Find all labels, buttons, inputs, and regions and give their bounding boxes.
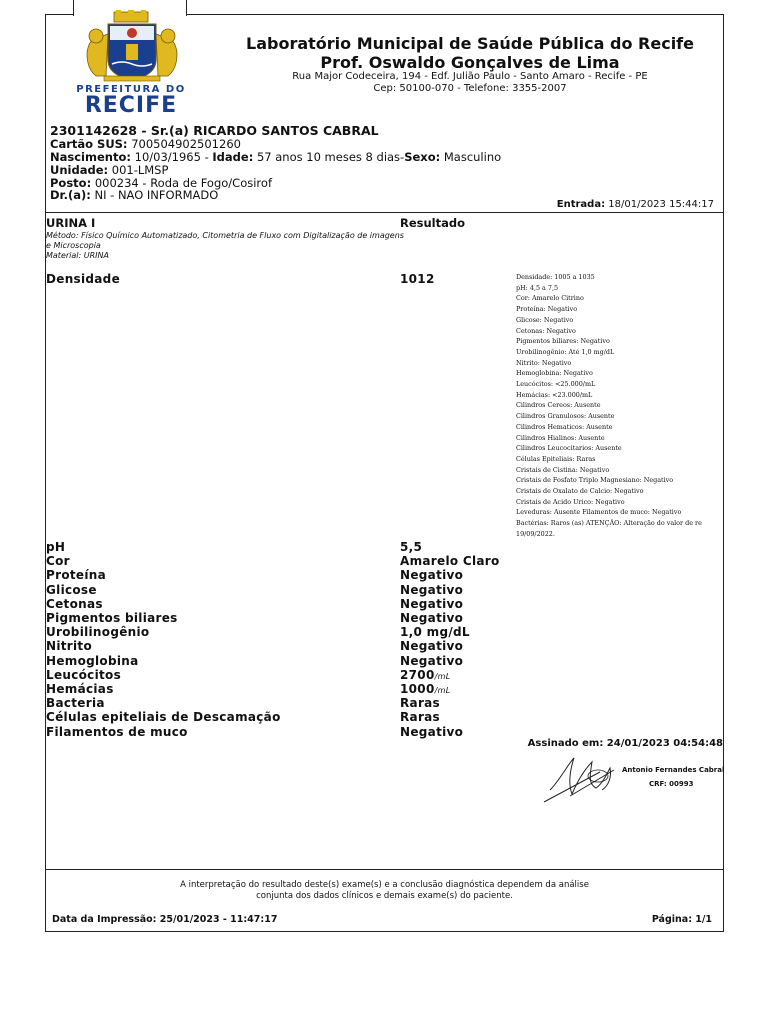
reference-line: Bactérias: Raros (as) ATENÇÃO: Alteração do valor de re	[516, 519, 702, 528]
reference-line: Cilindros Leucocitarios: Ausente	[516, 444, 622, 453]
reference-line: Cristais de Fosfato Triplo Magnesiano: Negativo	[516, 476, 674, 485]
reference-line: Densidade: 1005 a 1035	[516, 273, 595, 281]
result-name: Proteína	[46, 568, 106, 583]
result-value-text: Raras	[400, 696, 440, 711]
sex-label: Sexo:	[404, 150, 441, 164]
result-value	[400, 597, 463, 611]
result-value	[400, 682, 450, 696]
result-name: Bacteria	[46, 696, 105, 711]
result-value	[400, 639, 463, 653]
reference-line: Nitrito: Negativo	[516, 358, 572, 367]
result-value	[400, 625, 470, 639]
density-name: Densidade	[46, 272, 121, 286]
result-value	[400, 540, 422, 554]
lab-subtitle: Prof. Oswaldo Gonçalves de Lima	[320, 53, 620, 72]
result-value	[400, 668, 450, 682]
ribbon-icon	[104, 76, 160, 81]
result-name: Glicose	[46, 582, 97, 597]
entry-date	[557, 199, 714, 210]
result-value-text: Negativo	[400, 724, 464, 739]
reference-line: Proteína: Negativo	[516, 305, 578, 314]
entry-value: 18/01/2023 15:44:17	[608, 199, 714, 210]
signed-date: Assinado em: 24/01/2023 04:54:48	[527, 738, 723, 749]
result-value-text: Negativo	[400, 653, 464, 668]
patient-unit	[50, 163, 168, 177]
reference-line: Hemoglobina: Negativo	[516, 369, 593, 378]
result-value	[400, 611, 463, 625]
reference-line: Leveduras: Ausente Filamentos de muco: Negativo	[516, 508, 682, 517]
reference-line: Cetonas: Negativo	[516, 326, 576, 335]
result-name: Hemácias	[46, 682, 114, 696]
result-value-text: Negativo	[400, 611, 464, 625]
result-name: Hemoglobina	[46, 653, 139, 668]
lab-address: Rua Major Codeceira, 194 - Edf. Julião Paulo - Santo Amaro - Recife - PE	[292, 71, 648, 82]
result-name: Urobilinogênio	[46, 625, 150, 640]
unit-label: Unidade:	[50, 163, 109, 177]
method-block	[46, 231, 406, 261]
reference-line: Urobilinogênio: Até 1,0 mg/dL	[516, 347, 615, 356]
disclaimer-line1: A interpretação do resultado deste(s) exame(s) e a conclusão diagnóstica dependem da análise	[180, 880, 589, 890]
result-value-text: Amarelo Claro	[400, 554, 500, 569]
result-value	[400, 568, 463, 582]
reference-line: Cilindros Hialinos: Ausente	[516, 433, 605, 442]
signer-crf: CRF: 00993	[649, 780, 694, 788]
result-value	[400, 725, 463, 739]
patient-doctor	[50, 188, 218, 202]
lab-cep-phone: Cep: 50100-070 - Telefone: 3355-2007	[373, 83, 567, 94]
result-value-text: 2700	[400, 667, 435, 682]
result-value-text: Negativo	[400, 568, 464, 583]
birth-label: Nascimento:	[50, 150, 131, 164]
result-value	[400, 696, 440, 710]
age-label: Idade:	[212, 150, 254, 164]
result-value-text: 1,0 mg/dL	[400, 625, 470, 640]
result-name: pH	[46, 540, 66, 554]
reference-line: Cilindros Granulosos: Ausente	[516, 412, 615, 421]
age-value: 57 anos 10 meses 8 dias	[256, 150, 401, 164]
reference-line: Cilindros Hematicos: Ausente	[516, 422, 613, 431]
reference-line: Hemácias: <23.000/mL	[516, 390, 593, 399]
page-number: Página: 1/1	[651, 914, 712, 925]
result-name: Nitrito	[46, 639, 93, 654]
reference-line: Glicose: Negativo	[516, 315, 574, 324]
reference-line: Cristais de Cistina: Negativo	[516, 465, 610, 474]
reference-line: Cristais de Oxalato de Calcio: Negativo	[516, 487, 644, 496]
result-value	[400, 554, 500, 568]
result-unit: /mL	[434, 686, 451, 695]
logo-text-prefeitura: PREFEITURA DO	[76, 84, 186, 95]
result-value-text: Negativo	[400, 596, 464, 611]
result-value	[400, 583, 463, 597]
result-value-text: Raras	[400, 710, 440, 725]
result-value-text: 1000	[400, 682, 435, 696]
reference-line: Células Epiteliais: Raras	[516, 454, 596, 463]
footer-divider	[45, 869, 724, 870]
sex-value: Masculino	[443, 150, 502, 164]
entry-label: Entrada:	[556, 199, 606, 210]
section-title: URINA I	[46, 216, 96, 230]
result-name: Pigmentos biliares	[46, 611, 178, 625]
doctor-label: Dr.(a):	[50, 188, 91, 202]
result-value	[400, 654, 463, 668]
unit-value: 001-LMSP	[111, 163, 169, 177]
result-value	[400, 710, 440, 724]
material-label: Material:	[46, 251, 82, 260]
patient-sus	[50, 137, 241, 151]
logo-text-recife: RECIFE	[84, 93, 178, 118]
signer-name: Antonio Fernandes Cabral	[622, 766, 725, 774]
result-name: Cetonas	[46, 596, 103, 611]
method-label: Método:	[46, 231, 79, 240]
patient-birth: Nascimento: 10/03/1965 - Idade: 57 anos 10 meses 8 dias-Sexo: Masculino	[50, 150, 502, 164]
result-value-text: 5,5	[400, 540, 423, 554]
post-label: Posto:	[50, 176, 92, 190]
result-name: Cor	[46, 554, 70, 569]
result-value-text: Negativo	[400, 639, 464, 654]
signature-icon	[540, 750, 622, 808]
lab-title: Laboratório Municipal de Saúde Pública do Recife	[246, 34, 694, 53]
reference-values	[516, 272, 724, 540]
reference-line: 19/09/2022.	[516, 529, 555, 538]
crown-icon	[114, 10, 148, 22]
result-value-text: Negativo	[400, 582, 464, 597]
doctor-value: NI - NAO INFORMADO	[94, 188, 219, 202]
reference-line: Cristais de Acido Urico: Negativo	[516, 497, 625, 506]
reference-line: Cor: Amarelo Citrino	[516, 294, 584, 303]
reference-line: pH: 4,5 a 7,5	[516, 283, 559, 292]
patient-id-name: 2301142628 - Sr.(a) RICARDO SANTOS CABRAL	[50, 123, 379, 138]
method-value: Físico Químico Automatizado, Citometria de Fluxo com Digitalização de imagens e Microscopia	[46, 231, 404, 250]
material-value: URINA	[83, 251, 109, 260]
reference-line: Leucócitos: <25.000/mL	[516, 380, 596, 389]
result-name: Leucócitos	[46, 667, 122, 682]
density-value: 1012	[400, 272, 435, 286]
print-date: Data da Impressão: 25/01/2023 - 11:47:17	[52, 914, 278, 925]
header-divider	[45, 212, 724, 213]
post-value: 000234 - Roda de Fogo/Cosirof	[94, 176, 272, 190]
disclaimer-line2: conjunta dos dados clínicos e demais exame(s) do paciente.	[256, 891, 513, 901]
result-name: Filamentos de muco	[46, 724, 188, 739]
result-header: Resultado	[400, 216, 466, 230]
result-name: Células epiteliais de Descamação	[46, 710, 281, 725]
sus-value: 700504902501260	[131, 137, 241, 151]
sus-label: Cartão SUS:	[50, 137, 128, 151]
result-unit: /mL	[434, 671, 451, 681]
birth-value: 10/03/1965	[134, 150, 201, 164]
reference-line: Cilindros Cereos: Ausente	[516, 401, 601, 410]
reference-line: Pigmentos biliares: Negativo	[516, 337, 610, 346]
